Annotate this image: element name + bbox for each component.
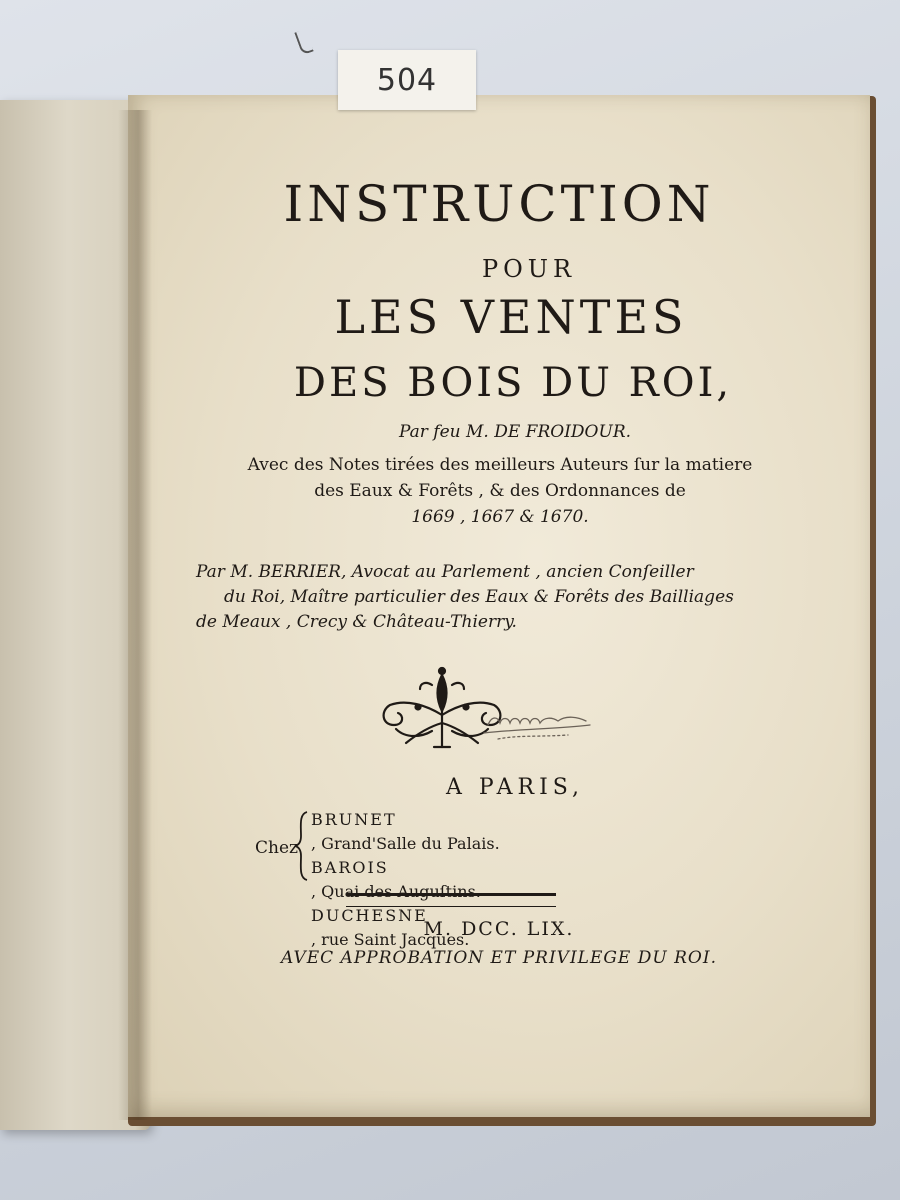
- publication-date: M. DCC. LIX.: [423, 918, 575, 940]
- double-rule-divider: [346, 893, 556, 907]
- notes-line-1: Avec des Notes tirées des meilleurs Auteurs ſur la matiere: [247, 455, 753, 475]
- privilege-line: AVEC APPROBATION ET PRIVILEGE DU ROI.: [281, 948, 717, 968]
- berrier-block: [196, 560, 836, 635]
- curly-brace-icon: [293, 810, 311, 882]
- pencil-mark: [294, 29, 313, 56]
- publisher-name: BAROIS: [311, 858, 389, 877]
- chez-label: Chez: [255, 838, 298, 858]
- publisher-name: DUCHESNE: [311, 906, 428, 925]
- berrier-line-2: du Roi, Maître particulier des Eaux & Forêts des Bailliages: [224, 587, 734, 607]
- imprint-city: A PARIS,: [445, 775, 585, 800]
- berrier-line-1: Par M. BERRIER, Avocat au Parlement , ancien Conſeiller: [196, 562, 694, 582]
- publisher-row: [311, 808, 500, 856]
- inventory-number: 504: [376, 62, 438, 98]
- author-name: DE FROIDOUR.: [494, 422, 632, 442]
- notes-years: 1669 , 1667 & 1670.: [411, 507, 589, 527]
- author-prefix: Par feu M.: [398, 422, 489, 442]
- title-pour: POUR: [481, 255, 577, 283]
- inventory-label: [338, 50, 476, 110]
- title-line-2: LES VENTES: [334, 290, 688, 344]
- title-line-3: DES BOIS DU ROI,: [293, 360, 733, 406]
- publisher-address: , Grand'Salle du Palais.: [311, 834, 500, 853]
- title-line-1: INSTRUCTION: [283, 175, 715, 233]
- notes-line-2: des Eaux & Forêts , & des Ordonnances de: [314, 481, 686, 501]
- publisher-name: BRUNET: [311, 810, 397, 829]
- author-line: [128, 422, 886, 442]
- publisher-address: , rue Saint Jacques.: [311, 930, 470, 949]
- publisher-address: , Quai des Auguſtins.: [311, 882, 481, 901]
- notes-block: [175, 452, 825, 530]
- berrier-line-3: de Meaux , Crecy & Château-Thierry.: [196, 612, 517, 632]
- handwritten-signature-icon: [478, 705, 598, 755]
